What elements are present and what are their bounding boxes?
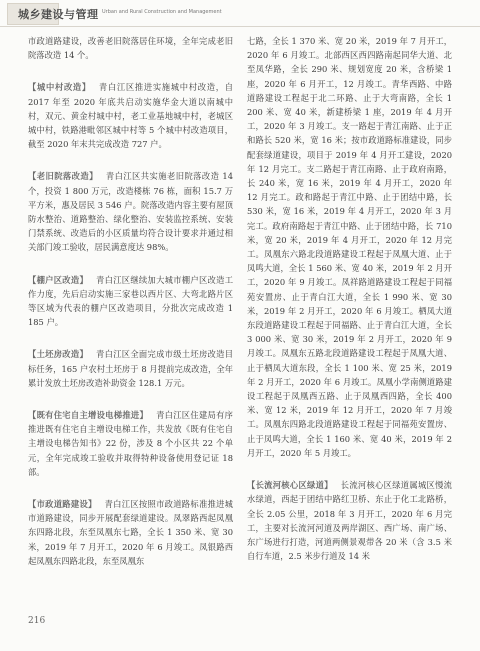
section-subtitle-en: Urban and Rural Construction and Management [102,9,222,15]
paragraph: 【既有住宅自主增设电梯推进】 青白江区住建局有序推进既有住宅自主增设电梯工作，共发放《既有住宅自主增设电梯告知书》22 份，涉及 8 个小区共 22 个单元，全年完成竣工验收并取得特种设备使用登记证 18 部。 [28,410,233,477]
paragraph: 七路，全长 1 370 米、宽 20 米，2019 年 7 月开工，2020 年 6 月竣工。北部西区西四路南起同华大道、北至凤华路，全长 290 米、规划宽度 20 米，含桥梁 1 座，2020 年 6 月开工，12 月竣工。青华西路、中路道路建设工程起于北二环路、止于大弯南路，全长 1 200 米、宽 40 米，新建桥梁 1 座，2019 年 4 月开工，2020 年 3 月竣工。支一路起于青江南路、止于正和路长 520 米，宽 16 米；按市政道路标准建设，同步配套绿道建设，项目于 2019 年 4 月开工建设，2020 年 12 月完工。支二路起于青江南路、止于政府南路，长 240 米，宽 16 米，2019 年 4 月开工，2020 年 12 月完工。政和路起于青江中路、止于团结中路，长 530 米，宽 16 米，2019 年 4 月开工，2020 年 3 月完工。政府南路起于青江中路、止于团结中路，长 710 米，宽 20 米，2019 年 4 月开工，2020 年 12 月完工。凤凰东六路北段道路建设工程起于凤凰大道、止于凤鸣大道，全长 1 560 米、宽 40 米，2019 年 2 月开工，2020 年 9 月竣工。凤祥路道路建设工程起于同福苑安置房、止于青白江大道，全长 1 990 米、宽 30 米，2019 年 2 月开工，2020 年 6 月竣工。栖凤大道东段道路建设工程起于同福路、止于青白江大道，全长 3 000 米、宽 30 米，2019 年 2 月开工，2020 年 9 月竣工。凤凰东五路北段道路建设工程起于凤凰大道、止于栖凤大道东段，全长 1 100 米、宽 25 米，2019 年 2 月开工，2020 年 6 月竣工。凤凰小学南侧道路建设工程起于凤凰西五路、止于凤凰西四路，全长 400 米、宽 12 米，2019 年 12 月开工，2020 年 7 月竣工。凤凰东四路北段道路建设工程起于同福苑安置房、止于凤鸣大道，全长 1 160 米、宽 40 米，2019 年 2 月开工，2020 年 5 月竣工。 [247,36,452,458]
right-column [247,34,452,563]
section-tag: 【棚户区改造】 [28,274,89,285]
paragraph: 【长流河核心区绿道】 长流河核心区绿道属城区慢流水绿道，西起于团结中路红卫桥、东止于化工北路桥，全长 2.05 公里，2018 年 3 月开工，2020 年 6 月完工，主要对长流河河道及两岸湖区、西广场、南广场、东广场进行打造，河道两侧景观带各 20 米（含 3.5 米自行车道，2.5 米步行道及 14 米 [247,480,452,562]
paragraph: 市政道路建设，改善老旧院落居住环境，全年完成老旧院落改造 14 个。 [28,36,233,61]
paragraph: 【老旧院落改造】 青白江区共实施老旧院落改造 14 个，投资 1 800 万元，改造楼栋 76 栋，面积 15.7 万平方米，惠及居民 3 546 户。院落改造内容主要有屋顶防水整治、道路整治、绿化整治、安装监控系统、安装门禁系统、改造后的小区质量均符合设计要求并通过相关部门竣工验收，居民满意度达 98%。 [28,171,233,253]
left-column [28,34,233,568]
section-tag: 【土坯房改造】 [28,349,89,360]
page-header [0,0,480,26]
paragraph: 【市政道路建设】 青白江区按照市政道路标准推进城市道路建设，同步开展配套绿道建设。凤翠路西起凤凰东四路北段，东至凤凰东七路，全长 1 350 米、宽 30 米，2019 年 7 月开工，2020 年 6 月竣工。凤银路西起凤凰东四路北段，东至凤凰东 [28,499,233,566]
header-divider [0,26,480,27]
section-tag: 【长流河核心区绿道】 [247,480,333,491]
paragraph: 【城中村改造】 青白江区推进实施城中村改造，自 2017 年至 2020 年底共启动实施华金大道以南城中村，双元、黄金村城中村，老工业基地城中村，老城区城中村，铁路港毗邻区城中村等 5 个城中村改造项目，截至 2020 年末共完成改造 727 户。 [28,82,233,150]
paragraph: 【土坯房改造】 青白江区全面完成市级土坯房改造目标任务，165 户农村土坯房于 8 月提前完成改造，全年累计发放土坯房改造补助资金 128.1 万元。 [28,349,233,388]
section-title: 城乡建设与管理 [18,8,99,21]
section-tag: 【既有住宅自主增设电梯推进】 [28,410,149,421]
section-tag: 【市政道路建设】 [28,499,97,510]
paragraph: 【棚户区改造】 青白江区继续加大城市棚户区改造工作力度，先后启动实施三家巷以西片区、大弯北路片区等区域为代表的棚户区改造项目，分批次完成改造 1 185 户。 [28,274,233,328]
page-number: 216 [28,616,46,626]
section-tag: 【城中村改造】 [28,82,91,93]
section-tag: 【老旧院落改造】 [28,171,98,182]
